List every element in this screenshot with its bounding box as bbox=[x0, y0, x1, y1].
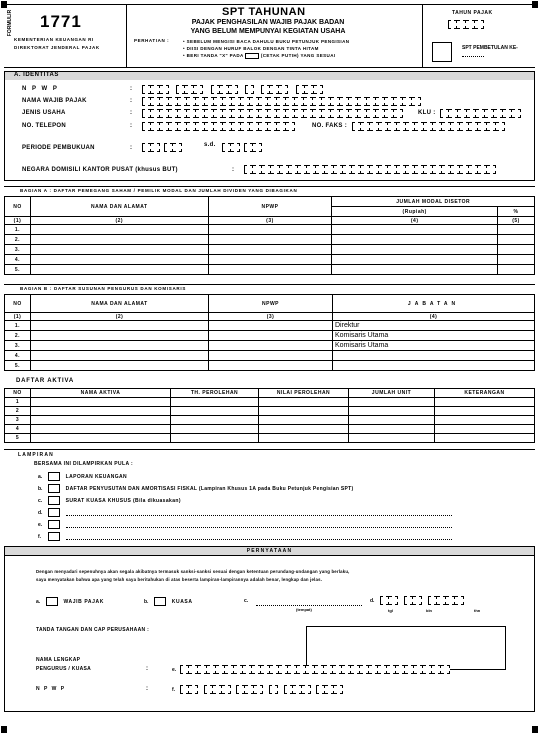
char-box[interactable] bbox=[322, 109, 331, 118]
char-box[interactable] bbox=[232, 109, 241, 118]
pernyataan-title: PERNYATAAN bbox=[246, 548, 293, 554]
char-box[interactable] bbox=[367, 97, 376, 106]
char-box[interactable] bbox=[397, 122, 406, 131]
char-box[interactable] bbox=[315, 665, 324, 674]
char-box[interactable] bbox=[196, 109, 205, 118]
char-box[interactable] bbox=[205, 122, 214, 131]
char-box[interactable] bbox=[460, 165, 469, 174]
table-row[interactable]: 4 bbox=[5, 425, 535, 434]
char-box[interactable] bbox=[343, 165, 352, 174]
char-box[interactable] bbox=[370, 165, 379, 174]
char-box[interactable] bbox=[512, 109, 521, 118]
char-box[interactable] bbox=[340, 97, 349, 106]
char-box[interactable] bbox=[280, 165, 289, 174]
char-box[interactable] bbox=[378, 665, 387, 674]
char-box[interactable] bbox=[397, 165, 406, 174]
char-box[interactable] bbox=[307, 165, 316, 174]
char-box[interactable] bbox=[216, 665, 225, 674]
npwp-label: N P W P bbox=[22, 86, 59, 92]
char-box[interactable] bbox=[178, 97, 187, 106]
char-box[interactable] bbox=[306, 665, 315, 674]
npwp-pengurus-label: N P W P bbox=[36, 686, 66, 692]
bagian-a-table bbox=[4, 196, 535, 275]
char-box[interactable] bbox=[205, 109, 214, 118]
char-box[interactable] bbox=[261, 665, 270, 674]
option-e-label: e. bbox=[172, 667, 177, 673]
char-box[interactable] bbox=[268, 97, 277, 106]
char-box[interactable] bbox=[151, 122, 160, 131]
spt-pembetulan-checkbox[interactable] bbox=[432, 42, 452, 62]
char-box[interactable] bbox=[180, 665, 189, 674]
char-box[interactable] bbox=[451, 165, 460, 174]
bln-label: bln bbox=[426, 608, 432, 613]
col-header-modal: JUMLAH MODAL DISETOR bbox=[332, 197, 535, 207]
tahun-pajak-boxes[interactable] bbox=[448, 20, 484, 29]
table-row[interactable]: 3. Komisaris Utama bbox=[5, 341, 535, 351]
option-f-label: f. bbox=[172, 687, 176, 693]
char-box[interactable] bbox=[358, 97, 367, 106]
char-box[interactable] bbox=[298, 165, 307, 174]
char-box[interactable] bbox=[142, 97, 151, 106]
table-row[interactable]: 1. Direktur bbox=[5, 321, 535, 331]
char-box[interactable] bbox=[187, 122, 196, 131]
char-box[interactable] bbox=[262, 165, 271, 174]
table-row[interactable]: 3. bbox=[5, 245, 535, 255]
char-box[interactable] bbox=[388, 165, 397, 174]
klu-label: KLU : bbox=[418, 110, 436, 116]
tanda-tangan-label: TANDA TANGAN DAN CAP PERUSAHAAN : bbox=[36, 627, 150, 633]
char-box[interactable] bbox=[286, 97, 295, 106]
char-box[interactable] bbox=[432, 665, 441, 674]
identitas-header-bar bbox=[5, 72, 534, 80]
char-box[interactable] bbox=[313, 97, 322, 106]
char-box[interactable] bbox=[232, 122, 241, 131]
char-box[interactable] bbox=[451, 122, 460, 131]
char-box[interactable] bbox=[295, 109, 304, 118]
char-box[interactable] bbox=[289, 165, 298, 174]
char-box[interactable] bbox=[415, 165, 424, 174]
col-header-no: NO bbox=[5, 295, 31, 313]
table-row[interactable]: 4. bbox=[5, 351, 535, 361]
npwp-input[interactable] bbox=[142, 85, 323, 94]
bagian-a-title: BAGIAN A : DAFTAR PEMEGANG SAHAM / PEMILIK MODAL DAN JUMLAH DIVIDEN YANG DIBAGIKAN bbox=[20, 188, 298, 193]
char-box[interactable] bbox=[313, 109, 322, 118]
col-header-nama: NAMA DAN ALAMAT bbox=[30, 197, 208, 217]
char-box[interactable] bbox=[469, 122, 478, 131]
char-box[interactable] bbox=[223, 97, 232, 106]
colnum: (2) bbox=[30, 217, 208, 225]
char-box[interactable] bbox=[487, 122, 496, 131]
char-box[interactable] bbox=[252, 665, 261, 674]
tgl-label: tgl bbox=[388, 608, 393, 613]
char-box[interactable] bbox=[243, 665, 252, 674]
char-box[interactable] bbox=[405, 665, 414, 674]
char-box[interactable] bbox=[379, 122, 388, 131]
char-box[interactable] bbox=[503, 109, 512, 118]
daftar-aktiva-table: NO NAMA AKTIVA TH. PEROLEHAN NILAI PEROLEHAN JUMLAH UNIT KETERANGAN 1 2 3 4 5 bbox=[4, 388, 535, 443]
char-box[interactable] bbox=[259, 109, 268, 118]
char-box[interactable] bbox=[223, 109, 232, 118]
char-box[interactable] bbox=[440, 109, 449, 118]
char-box[interactable] bbox=[268, 109, 277, 118]
char-box[interactable] bbox=[250, 97, 259, 106]
char-box[interactable] bbox=[494, 109, 503, 118]
char-box[interactable] bbox=[160, 122, 169, 131]
char-box[interactable] bbox=[433, 165, 442, 174]
char-box[interactable] bbox=[385, 97, 394, 106]
char-box[interactable] bbox=[232, 97, 241, 106]
char-box[interactable] bbox=[277, 122, 286, 131]
char-box[interactable] bbox=[360, 665, 369, 674]
char-box[interactable] bbox=[178, 109, 187, 118]
char-box[interactable] bbox=[198, 665, 207, 674]
wajib-pajak-checkbox[interactable] bbox=[46, 597, 58, 606]
char-box[interactable] bbox=[358, 109, 367, 118]
char-box[interactable] bbox=[406, 122, 415, 131]
char-box[interactable] bbox=[270, 665, 279, 674]
char-box[interactable] bbox=[187, 97, 196, 106]
corner-marker-br bbox=[532, 726, 538, 733]
table-row[interactable]: 2 bbox=[5, 407, 535, 416]
char-box[interactable] bbox=[387, 665, 396, 674]
lampiran-checkbox-d[interactable] bbox=[48, 508, 60, 517]
lampiran-item-b[interactable]: b. DAFTAR PENYUSUTAN DAN AMORTISASI FISKAL (Lampiran Khusus 1A pada Buku Petunjuk Pengisian SPT) bbox=[38, 484, 354, 493]
tempat-label: (tempat) bbox=[296, 607, 312, 612]
char-box[interactable] bbox=[351, 665, 360, 674]
subtitle-line2: YANG BELUM MEMPUNYAI KEGIATAN USAHA bbox=[190, 28, 346, 35]
nama-wp-label: NAMA WAJIB PAJAK bbox=[22, 98, 87, 104]
char-box[interactable] bbox=[334, 165, 343, 174]
char-box[interactable] bbox=[241, 97, 250, 106]
char-box[interactable] bbox=[277, 109, 286, 118]
tahun-pajak-label: TAHUN PAJAK bbox=[452, 10, 493, 16]
char-box[interactable] bbox=[478, 165, 487, 174]
jabatan-cell bbox=[333, 361, 535, 371]
perhatian-list bbox=[183, 38, 349, 59]
char-box[interactable] bbox=[442, 165, 451, 174]
colnum: (3) bbox=[208, 217, 332, 225]
char-box[interactable] bbox=[379, 165, 388, 174]
subtitle-line1: PAJAK PENGHASILAN WAJIB PAJAK BADAN bbox=[191, 19, 345, 26]
perhatian-item-2: • DIISI DENGAN HURUF BALOK DENGAN TINTA HITAM bbox=[183, 46, 319, 51]
jabatan-cell: Direktur bbox=[333, 321, 535, 331]
jabatan-cell bbox=[333, 351, 535, 361]
char-box[interactable] bbox=[253, 165, 262, 174]
negara-label: NEGARA DOMISILI KANTOR PUSAT (khusus BUT) bbox=[22, 167, 178, 173]
lampiran-item-e[interactable]: e. bbox=[38, 520, 60, 529]
char-box[interactable] bbox=[250, 122, 259, 131]
lampiran-checkbox-c[interactable] bbox=[48, 496, 60, 505]
lampiran-title: LAMPIRAN bbox=[18, 452, 54, 458]
char-box[interactable] bbox=[385, 109, 394, 118]
page-title: SPT TAHUNAN bbox=[222, 6, 306, 18]
char-box[interactable] bbox=[349, 109, 358, 118]
lampiran-checkbox-f[interactable] bbox=[48, 532, 60, 541]
bagian-b-title: BAGIAN B : DAFTAR SUSUNAN PENGURUS DAN KOMISARIS bbox=[20, 286, 187, 291]
char-box[interactable] bbox=[412, 97, 421, 106]
formulir-label: FORMULIR bbox=[7, 9, 13, 37]
char-box[interactable] bbox=[160, 109, 169, 118]
char-box[interactable] bbox=[205, 97, 214, 106]
perhatian-item-3: • BERI TANDA "X" PADA (CETAK PUTIH) YANG SESUAI bbox=[183, 53, 336, 58]
char-box[interactable] bbox=[259, 97, 268, 106]
jabatan-cell: Komisaris Utama bbox=[333, 331, 535, 341]
colnum: (5) bbox=[498, 217, 535, 225]
lampiran-intro: BERSAMA INI DILAMPIRKAN PULA : bbox=[34, 461, 134, 467]
char-box[interactable] bbox=[331, 109, 340, 118]
char-box[interactable] bbox=[467, 109, 476, 118]
char-box[interactable] bbox=[469, 165, 478, 174]
char-box[interactable] bbox=[295, 97, 304, 106]
char-box[interactable] bbox=[458, 109, 467, 118]
char-box[interactable] bbox=[325, 165, 334, 174]
thn-label: thn bbox=[474, 608, 481, 613]
char-box[interactable] bbox=[259, 122, 268, 131]
lampiran-item-a[interactable]: a. LAPORAN KEUANGAN bbox=[38, 472, 127, 481]
table-row[interactable]: 5. bbox=[5, 265, 535, 275]
char-box[interactable] bbox=[316, 165, 325, 174]
char-box[interactable] bbox=[342, 665, 351, 674]
ministry-line1: KEMENTERIAN KEUANGAN RI bbox=[14, 37, 94, 42]
identitas-title: A. IDENTITAS bbox=[14, 72, 59, 78]
char-box[interactable] bbox=[376, 109, 385, 118]
char-box[interactable] bbox=[178, 122, 187, 131]
col-header-nama: NAMA DAN ALAMAT bbox=[31, 295, 209, 313]
char-box[interactable] bbox=[241, 109, 250, 118]
char-box[interactable] bbox=[361, 165, 370, 174]
char-box[interactable] bbox=[142, 122, 151, 131]
char-box[interactable] bbox=[223, 122, 232, 131]
char-box[interactable] bbox=[433, 122, 442, 131]
tanggal-input[interactable] bbox=[380, 596, 464, 605]
table-row[interactable]: 4. bbox=[5, 255, 535, 265]
char-box[interactable] bbox=[304, 97, 313, 106]
perhatian-label: PERHATIAN : bbox=[134, 38, 170, 43]
char-box[interactable] bbox=[268, 122, 277, 131]
char-box[interactable] bbox=[169, 122, 178, 131]
char-box[interactable] bbox=[376, 97, 385, 106]
option-kuasa[interactable]: b. KUASA bbox=[144, 597, 193, 606]
spt-pembetulan-label: SPT PEMBETULAN KE- bbox=[462, 44, 532, 60]
char-box[interactable] bbox=[485, 109, 494, 118]
char-box[interactable] bbox=[349, 97, 358, 106]
char-box[interactable] bbox=[406, 165, 415, 174]
char-box[interactable] bbox=[487, 165, 496, 174]
nama-wp-input[interactable] bbox=[142, 97, 421, 106]
lampiran-checkbox-e[interactable] bbox=[48, 520, 60, 529]
table-row[interactable]: 5 bbox=[5, 434, 535, 443]
pernyataan-text-1: Dengan menyadari sepenuhnya akan segala akibatnya termasuk sanksi-sanksi sesuai dengan ketentuan perundang-undangan yang berlaku, bbox=[36, 569, 350, 574]
char-box[interactable] bbox=[361, 122, 370, 131]
char-box[interactable] bbox=[241, 122, 250, 131]
jenis-usaha-label: JENIS USAHA bbox=[22, 110, 66, 116]
char-box[interactable] bbox=[424, 122, 433, 131]
nama-lengkap-label: NAMA LENGKAP bbox=[36, 657, 81, 663]
npwp-pengurus-input[interactable] bbox=[180, 685, 343, 694]
telepon-label: NO. TELEPON bbox=[22, 123, 66, 129]
table-row[interactable]: 2. Komisaris Utama bbox=[5, 331, 535, 341]
table-row[interactable]: 3 bbox=[5, 416, 535, 425]
char-box[interactable] bbox=[187, 109, 196, 118]
klu-input[interactable] bbox=[440, 109, 521, 118]
col-header-no: NO bbox=[5, 197, 31, 217]
char-box[interactable] bbox=[244, 165, 253, 174]
bagian-b-table: NO NAMA DAN ALAMAT NPWP JABATAN (1) (2) (3) (4) 1. Direktur 2. Komisaris Utama 3. Komisaris Utama 4. 5. bbox=[4, 294, 535, 371]
table-row[interactable]: 2. bbox=[5, 235, 535, 245]
char-box[interactable] bbox=[423, 665, 432, 674]
char-box[interactable] bbox=[196, 122, 205, 131]
col-header-npwp: NPWP bbox=[209, 295, 333, 313]
faks-input[interactable] bbox=[352, 122, 505, 131]
char-box[interactable] bbox=[367, 109, 376, 118]
table-row[interactable]: 1. bbox=[5, 225, 535, 235]
char-box[interactable] bbox=[214, 122, 223, 131]
char-box[interactable] bbox=[370, 122, 379, 131]
col-header-rupiah: (Rupiah) bbox=[332, 207, 498, 217]
char-box[interactable] bbox=[234, 665, 243, 674]
nama-pengurus-input[interactable] bbox=[180, 665, 450, 674]
char-box[interactable] bbox=[304, 109, 313, 118]
char-box[interactable] bbox=[142, 109, 151, 118]
char-box[interactable] bbox=[297, 665, 306, 674]
char-box[interactable] bbox=[396, 665, 405, 674]
char-box[interactable] bbox=[214, 97, 223, 106]
char-box[interactable] bbox=[271, 165, 280, 174]
char-box[interactable] bbox=[196, 97, 205, 106]
lampiran-checkbox-b[interactable] bbox=[48, 484, 60, 493]
char-box[interactable] bbox=[333, 665, 342, 674]
char-box[interactable] bbox=[151, 109, 160, 118]
col-header-persen: % bbox=[498, 207, 535, 217]
char-box[interactable] bbox=[331, 97, 340, 106]
sd-label: s.d. bbox=[204, 142, 216, 148]
pernyataan-text-2: saya menyatakan bahwa apa yang telah saya beritahukan di atas beserta lampiran-lampirannya adalah benar, lengkap dan jelas. bbox=[36, 577, 323, 582]
char-box[interactable] bbox=[286, 122, 295, 131]
char-box[interactable] bbox=[460, 122, 469, 131]
char-box[interactable] bbox=[394, 109, 403, 118]
char-box[interactable] bbox=[403, 97, 412, 106]
kuasa-checkbox[interactable] bbox=[154, 597, 166, 606]
char-box[interactable] bbox=[151, 97, 160, 106]
char-box[interactable] bbox=[449, 109, 458, 118]
faks-label: NO. FAKS : bbox=[312, 123, 348, 129]
char-box[interactable] bbox=[369, 665, 378, 674]
char-box[interactable] bbox=[352, 165, 361, 174]
tempat-field[interactable] bbox=[256, 605, 362, 606]
lampiran-item-c[interactable]: c. SURAT KUASA KHUSUS (Bila dikuasakan) bbox=[38, 496, 181, 505]
signature-box[interactable] bbox=[306, 626, 506, 670]
char-box[interactable] bbox=[207, 665, 216, 674]
char-box[interactable] bbox=[441, 665, 450, 674]
pengurus-label: PENGURUS / KUASA bbox=[36, 666, 92, 672]
option-wajib-pajak[interactable]: a. WAJIB PAJAK bbox=[36, 597, 104, 606]
char-box[interactable] bbox=[415, 122, 424, 131]
char-box[interactable] bbox=[478, 122, 487, 131]
char-box[interactable] bbox=[442, 122, 451, 131]
lampiran-checkbox-a[interactable] bbox=[48, 472, 60, 481]
jenis-usaha-input[interactable] bbox=[142, 109, 403, 118]
char-box[interactable] bbox=[169, 97, 178, 106]
char-box[interactable] bbox=[286, 109, 295, 118]
char-box[interactable] bbox=[225, 665, 234, 674]
colnum: (1) bbox=[5, 217, 31, 225]
char-box[interactable] bbox=[189, 665, 198, 674]
telepon-input[interactable] bbox=[142, 122, 295, 131]
char-box[interactable] bbox=[250, 109, 259, 118]
char-box[interactable] bbox=[279, 665, 288, 674]
periode-label: PERIODE PEMBUKUAN bbox=[22, 145, 95, 151]
char-box[interactable] bbox=[288, 665, 297, 674]
form-number: 1771 bbox=[40, 12, 82, 31]
char-box[interactable] bbox=[169, 109, 178, 118]
char-box[interactable] bbox=[322, 97, 331, 106]
char-box[interactable] bbox=[394, 97, 403, 106]
col-header-jabatan: JABATAN bbox=[333, 295, 535, 313]
daftar-aktiva-title: DAFTAR AKTIVA bbox=[16, 378, 74, 384]
char-box[interactable] bbox=[414, 665, 423, 674]
lampiran-item-d[interactable]: d. bbox=[38, 508, 60, 517]
table-row[interactable]: 5. bbox=[5, 361, 535, 371]
option-c-label: c. bbox=[244, 598, 249, 604]
char-box[interactable] bbox=[214, 109, 223, 118]
char-box[interactable] bbox=[476, 109, 485, 118]
char-box[interactable] bbox=[496, 122, 505, 131]
col-header-npwp: NPWP bbox=[208, 197, 332, 217]
char-box[interactable] bbox=[352, 122, 361, 131]
negara-input[interactable] bbox=[244, 165, 496, 174]
table-row[interactable]: 1 bbox=[5, 398, 535, 407]
colnum: (4) bbox=[332, 217, 498, 225]
ministry-line2: DIREKTORAT JENDERAL PAJAK bbox=[14, 45, 100, 50]
char-box[interactable] bbox=[277, 97, 286, 106]
char-box[interactable] bbox=[340, 109, 349, 118]
char-box[interactable] bbox=[424, 165, 433, 174]
periode-start-input[interactable] bbox=[142, 143, 182, 152]
periode-end-input[interactable] bbox=[222, 143, 262, 152]
lampiran-item-f[interactable]: f. bbox=[38, 532, 60, 541]
perhatian-item-1: • SEBELUM MENGISI BACA DAHULU BUKU PETUNJUK PENGISIAN bbox=[183, 39, 350, 44]
option-d-label: d. bbox=[370, 598, 375, 604]
corner-marker-bl bbox=[1, 726, 7, 733]
char-box[interactable] bbox=[160, 97, 169, 106]
char-box[interactable] bbox=[324, 665, 333, 674]
jabatan-cell: Komisaris Utama bbox=[333, 341, 535, 351]
char-box[interactable] bbox=[388, 122, 397, 131]
